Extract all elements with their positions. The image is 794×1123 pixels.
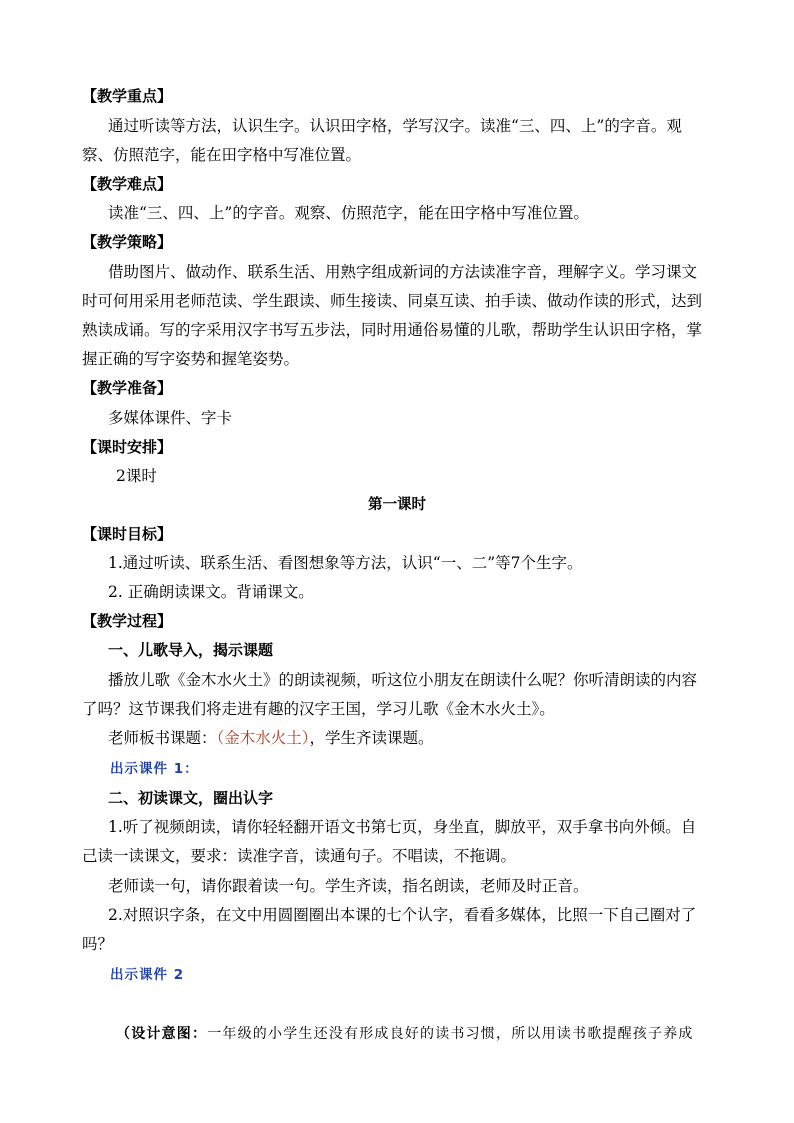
step1-title: 一、儿歌导入，揭示课题 <box>108 641 274 659</box>
difficulty-text-line1: 读准“三、四、上”的字音。观察、仿照范字，能在田字格中写准位置。 <box>108 204 589 222</box>
design-intent-label: （设计意图： <box>116 1026 208 1042</box>
board-title-prefix: 老师板书课题： <box>108 729 217 747</box>
strategy-text-line4: 握正确的写字姿势和握笔姿势。 <box>82 350 300 368</box>
strategy-text-line1: 借助图片、做动作、联系生活、用熟字组成新词的方法读准字音，理解字义。学习课文 <box>108 263 698 281</box>
courseware-1-label: 出示课件 1： <box>110 761 199 777</box>
step1-text-line3 <box>108 728 434 748</box>
goals-text-line1: 1.通过听读、联系生活、看图想象等方法，认识“一、二”等7个生字。 <box>108 554 583 572</box>
heading-process: 【教学过程】 <box>82 612 173 630</box>
heading-strategy: 【教学策略】 <box>82 233 173 251</box>
step2-text-line1: 1.听了视频朗读，请你轻轻翻开语文书第七页，身坐直，脚放平，双手拿书向外倾。自 <box>108 818 697 836</box>
heading-schedule: 【课时安排】 <box>82 438 173 456</box>
step1-text-line1: 播放儿歌《金木水火土》的朗读视频，听这位小朋友在朗读什么呢？你听清朗读的内容 <box>108 671 698 689</box>
board-title-red: （金木水火土） <box>216 729 310 747</box>
prep-text-line1: 多媒体课件、字卡 <box>108 409 233 427</box>
step1-text-line2: 了吗？这节课我们将走进有趣的汉字王国，学习儿歌《金木水火土》。 <box>82 700 555 718</box>
step2-text-line4: 2.对照识字条，在文中用圆圈圈出本课的七个认字，看看多媒体，比照一下自己圈对了 <box>108 906 697 924</box>
schedule-text-line1: 2课时 <box>116 467 157 485</box>
design-intent-text: 一年级的小学生还没有形成良好的读书习惯，所以用读书歌提醒孩子养成 <box>207 1026 694 1042</box>
board-title-suffix: ，学生齐读课题。 <box>309 729 434 747</box>
step2-text-line3: 老师读一句，请你跟着读一句。学生齐读，指名朗读，老师及时正音。 <box>108 877 589 895</box>
design-intent-note <box>116 1024 694 1044</box>
courseware-2-label: 出示课件 2 <box>110 967 185 983</box>
step2-title: 二、初读课文，圈出认字 <box>108 789 274 807</box>
strategy-text-line3: 熟读成诵。写的字采用汉字书写五步法，同时用通俗易懂的儿歌，帮助学生认识田字格，掌 <box>82 321 703 339</box>
step2-text-line2: 己读一读课文，要求：读准字音，读通句子。不唱读，不拖调。 <box>82 847 517 865</box>
lesson-title: 第一课时 <box>368 497 426 513</box>
goals-text-line2: 2. 正确朗读课文。背诵课文。 <box>108 583 314 601</box>
heading-difficulty: 【教学难点】 <box>82 175 173 193</box>
heading-focus: 【教学重点】 <box>82 87 173 105</box>
strategy-text-line2: 时可何用采用老师范读、学生跟读、师生接读、同桌互读、拍手读、做动作读的形式，达到 <box>82 292 703 310</box>
heading-prep: 【教学准备】 <box>82 379 173 397</box>
heading-goals: 【课时目标】 <box>82 525 173 543</box>
focus-text-line2: 察、仿照范字，能在田字格中写准位置。 <box>82 146 362 164</box>
step2-text-line5: 吗？ <box>82 935 114 953</box>
focus-text-line1: 通过听读等方法，认识生字。认识田字格，学写汉字。读准“三、四、上”的字音。观 <box>108 117 682 135</box>
